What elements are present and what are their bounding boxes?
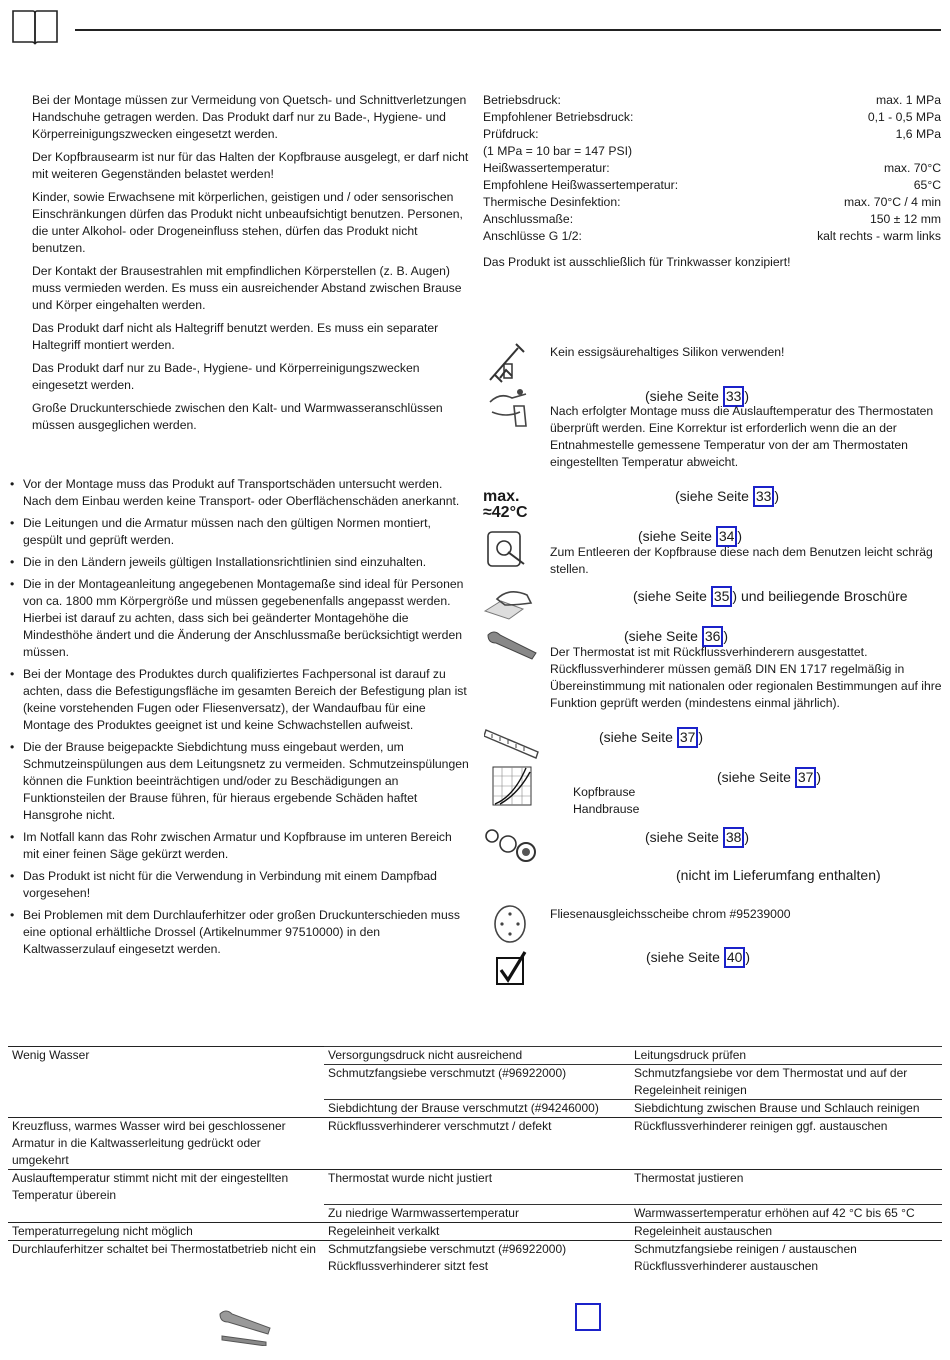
ref-prefix: (siehe Seite <box>646 949 724 965</box>
table-cell: Schmutzfangsiebe verschmutzt (#96922000) <box>328 1241 567 1256</box>
tools-icon <box>216 1306 274 1346</box>
list-item: • Vor der Montage muss das Produkt auf Transportschäden untersucht werden. Nach dem Einbau werden keine Transport- oder Oberflächenschäden anerkannt. <box>10 476 470 510</box>
spec-row <box>483 92 941 109</box>
spec-label: Empfohlener Betriebsdruck: <box>483 110 634 124</box>
table-cell: Wenig Wasser <box>12 1048 90 1062</box>
ref-prefix: (siehe Seite <box>645 388 723 404</box>
spec-row <box>483 228 941 245</box>
safety-note: Große Druckunterschiede zwischen den Kalt- und Warmwasseranschlüssen müssen ausgeglichen werden. <box>32 401 443 432</box>
spec-value: max. 1 MPa <box>875 93 941 107</box>
list-item: • Die in den Ländern jeweils gültigen Installationsrichtlinien sind einzuhalten. <box>10 554 470 571</box>
page-link[interactable]: 35 <box>711 586 733 607</box>
table-cell: Rückflussverhinderer sitzt fest <box>328 1258 489 1273</box>
safety-note: Das Produkt darf nur zu Bade-, Hygiene- und Körperreinigungszwecken eingesetzt werden. <box>32 361 420 392</box>
tile-disc-note: Fliesenausgleichsscheibe chrom #95239000 <box>550 907 791 921</box>
spec-value: 150 ± 12 mm <box>869 212 941 226</box>
thermostat-note: Nach erfolgter Montage muss die Auslauftemperatur des Thermostaten überprüft werden. Eine Korrektur ist erforderlich wenn die an der Entnahmestelle gemessene Temperatur von der am Thermostaten eingestellten Temperatur abweicht. <box>550 404 934 469</box>
spec-row <box>483 160 941 177</box>
safety-notes <box>32 92 472 440</box>
spare-parts-icon <box>484 826 540 864</box>
max-label: max. <box>483 488 520 505</box>
table-cell: Schmutzfangsiebe verschmutzt (#96922000) <box>324 1065 630 1100</box>
silicone-gun-icon <box>486 340 534 386</box>
spec-row <box>483 109 941 126</box>
spec-label: Anschlüsse G 1/2: <box>483 229 582 243</box>
ref-prefix: (siehe Seite <box>717 769 795 785</box>
backflow-note: Der Thermostat ist mit Rückflussverhinderern ausgestattet. Rückflussverhinderer müssen gemäß DIN EN 1717 regelmäßig in Übereinstimmung mit nationalen oder regionalen Bestimmungen auf ihre Funktion geprüft werden (mindestens einmal jährlich). <box>550 645 942 710</box>
safety-note: Bei der Montage müssen zur Vermeidung von Quetsch- und Schnittverletzungen Handschuhe getragen werden. Das Produkt darf nur zu Bade-, Hygiene- und Körperreinigungszwecken eingesetzt werden. <box>32 93 467 141</box>
ref-suffix: ) <box>744 829 750 845</box>
page-reference <box>645 827 749 848</box>
spec-note: Das Produkt ist ausschließlich für Trinkwasser konzipiert! <box>483 255 791 269</box>
table-cell: Rückflussverhinderer austauschen <box>634 1258 819 1273</box>
tile-disc-icon <box>492 904 528 944</box>
spec-value: kalt rechts - warm links <box>817 229 941 243</box>
ref-prefix: (siehe Seite <box>645 829 723 845</box>
page-link[interactable]: 36 <box>702 626 724 647</box>
kopfbrause-label: Kopfbrause <box>573 785 636 799</box>
temp-label: ≈42°C <box>483 504 528 521</box>
scale-ruler-icon <box>484 726 540 760</box>
list-item: • Das Produkt ist nicht für die Verwendung in Verbindung mit einem Dampfbad vorgesehen! <box>10 868 470 902</box>
cleaning-cloth-icon <box>483 585 535 621</box>
table-cell: Thermostat wurde nicht justiert <box>328 1171 493 1185</box>
spec-row <box>483 194 941 211</box>
page-reference <box>633 586 908 607</box>
ref-suffix: ) <box>698 729 704 745</box>
table-cell: Temperaturregelung nicht möglich <box>12 1223 193 1238</box>
table-cell: Versorgungsdruck nicht ausreichend <box>324 1047 630 1065</box>
page-link[interactable]: 37 <box>795 767 817 788</box>
not-included-note: (nicht im Lieferumfang enthalten) <box>676 867 881 883</box>
table-cell: Zu niedrige Warmwassertemperatur <box>324 1204 630 1222</box>
table-row <box>8 1258 942 1275</box>
wrench-icon <box>484 627 540 661</box>
ref-suffix: ) <box>745 949 751 965</box>
silicone-note: Kein essigsäurehaltiges Silikon verwenden! <box>550 345 785 359</box>
safety-note: Der Kontakt der Brausestrahlen mit empfindlichen Körperstellen (z. B. Augen) muss vermieden werden. Es muss ein ausreichender Abstand zwischen Brause und Körper eingehalten werden. <box>32 264 462 312</box>
spec-value: max. 70°C <box>883 161 941 175</box>
table-cell <box>8 1065 324 1100</box>
technical-data <box>483 92 941 271</box>
table-cell: Schmutzfangsiebe reinigen / austauschen <box>634 1241 857 1256</box>
flow-diagram-icon <box>492 766 532 806</box>
spec-value: max. 70°C / 4 min <box>844 195 941 209</box>
page-reference <box>646 947 750 968</box>
table-row <box>8 1170 942 1205</box>
installation-notes <box>10 476 470 963</box>
ref-prefix: (siehe Seite <box>624 628 702 644</box>
table-row <box>8 1204 942 1222</box>
table-cell: Schmutzfangsiebe vor dem Thermostat und auf der Regeleinheit reinigen <box>630 1065 942 1100</box>
table-cell: Siebdichtung der Brause verschmutzt (#94246000) <box>324 1100 630 1118</box>
spec-label: Betriebsdruck: <box>483 93 561 107</box>
hand-thermometer-icon <box>486 384 536 428</box>
table-cell <box>8 1204 324 1222</box>
page-link[interactable]: 34 <box>716 526 738 547</box>
ref-suffix: ) <box>744 388 750 404</box>
spec-row <box>483 126 941 143</box>
table-cell: Rückflussverhinderer verschmutzt / defekt <box>328 1119 552 1133</box>
page-link[interactable]: 37 <box>677 727 699 748</box>
spec-row <box>483 143 941 160</box>
page-link[interactable]: 40 <box>724 947 746 968</box>
page-link[interactable]: 38 <box>723 827 745 848</box>
spec-label: Anschlussmaße: <box>483 212 574 226</box>
manual-book-icon <box>11 8 59 46</box>
list-item: • Die Leitungen und die Armatur müssen nach den gültigen Normen montiert, gespült und geprüft werden. <box>10 515 470 549</box>
table-cell <box>8 1258 324 1275</box>
table-row <box>8 1222 942 1240</box>
spec-label: Thermische Desinfektion: <box>483 195 621 209</box>
safety-note: Der Kopfbrausearm ist nur für das Halten der Kopfbrause ausgelegt, er darf nicht mit weiteren Gegenständen belastet werden! <box>32 150 469 181</box>
table-row <box>8 1047 942 1065</box>
spec-row <box>483 211 941 228</box>
spec-value: 0,1 - 0,5 MPa <box>867 110 941 124</box>
troubleshooting-table <box>8 1046 942 1275</box>
shower-drain-icon <box>484 528 530 570</box>
spec-label: Prüfdruck: <box>483 127 539 141</box>
spec-label: (1 MPa = 10 bar = 147 PSI) <box>483 144 633 158</box>
page-number-box[interactable] <box>575 1303 601 1331</box>
safety-note: Das Produkt darf nicht als Haltegriff benutzt werden. Es muss ein separater Haltegriff montiert werden. <box>32 321 439 352</box>
table-cell: Durchlauferhitzer schaltet bei Thermostatbetrieb nicht ein <box>12 1241 316 1256</box>
ref-prefix: (siehe Seite <box>599 729 677 745</box>
spec-value: 1,6 MPa <box>895 127 941 141</box>
ref-suffix: ) und beiliegende Broschüre <box>732 588 908 604</box>
list-item: • Im Notfall kann das Rohr zwischen Armatur und Kopfbrause im unteren Bereich mit einer feinen Säge gekürzt werden. <box>10 829 470 863</box>
table-cell: Siebdichtung zwischen Brause und Schlauch reinigen <box>630 1100 942 1118</box>
ref-suffix: ) <box>737 528 743 544</box>
table-cell: Rückflussverhinderer reinigen ggf. austauschen <box>634 1119 888 1133</box>
table-cell: Regeleinheit austauschen <box>634 1223 773 1238</box>
drain-note: Zum Entleeren der Kopfbrause diese nach dem Benutzen leicht schräg stellen. <box>550 545 933 576</box>
page-reference <box>599 727 703 748</box>
table-cell <box>8 1100 324 1118</box>
table-row <box>8 1065 942 1100</box>
list-item: • Bei Problemen mit dem Durchlauferhitzer oder großen Druckunterschieden muss eine optional erhältliche Drossel (Artikelnummer 97510000) in den Kaltwasserzulauf eingesetzt werden. <box>10 907 470 958</box>
checkmark-icon <box>495 950 527 986</box>
ref-suffix: ) <box>816 769 822 785</box>
spec-label: Heißwassertemperatur: <box>483 161 610 175</box>
page-reference <box>675 486 779 507</box>
list-item: • Bei der Montage des Produktes durch qualifiziertes Fachpersonal ist darauf zu achten, dass die Befestigungsfläche im gesamten Bereich der Befestigung plan ist (keine vorstehenden Fugen oder Fliesenversatz), der Wandaufbau für eine Montage des Produktes geeignet ist und keine Schwachstellen aufweist. <box>10 666 470 734</box>
spec-label: Empfohlene Heißwassertemperatur: <box>483 178 679 192</box>
page-reference <box>717 767 821 788</box>
list-item: • Die der Brause beigepackte Siebdichtung muss eingebaut werden, um Schmutzeinspülungen aus dem Leitungsnetz zu vermeiden. Schmutzeinspülungen können die Funktion beeinträchtigen und/oder zu Beschädigungen an Funktionsteilen der Brause führen, für hieraus ergebende Schäden haftet Hansgrohe nicht. <box>10 739 470 824</box>
list-item: • Die in der Montageanleitung angegebenen Montagemaße sind ideal für Personen von ca. 1800 mm Körpergröße und müssen gegebenenfalls angepasst werden. Hierbei ist darauf zu achten, dass sich bei geänderter Montagehöhe die Mindesthöhe ändert und die Änderung der Anschlussmaße berücksichtigt werden müssen. <box>10 576 470 661</box>
ref-prefix: (siehe Seite <box>633 588 711 604</box>
spec-value: 65°C <box>913 178 941 192</box>
table-row <box>8 1118 942 1170</box>
page-link[interactable]: 33 <box>753 486 775 507</box>
table-row <box>8 1240 942 1258</box>
header-rule <box>75 29 941 31</box>
ref-suffix: ) <box>723 628 729 644</box>
table-cell: Warmwassertemperatur erhöhen auf 42 °C bis 65 °C <box>630 1204 942 1222</box>
table-cell: Kreuzfluss, warmes Wasser wird bei geschlossener Armatur in die Kaltwasserleitung gedrückt oder umgekehrt <box>12 1119 286 1167</box>
safety-note: Kinder, sowie Erwachsene mit körperlichen, geistigen und / oder sensorischen Einschränkungen dürfen das Produkt nicht unbeaufsichtigt benutzen. Personen, die unter Alkohol- oder Drogeneinfluss stehen, dürfen das Produkt nicht benutzen. <box>32 190 463 255</box>
page-link[interactable]: 33 <box>723 386 745 407</box>
table-row <box>8 1100 942 1118</box>
table-cell: Leitungsdruck prüfen <box>630 1047 942 1065</box>
ref-prefix: (siehe Seite <box>675 488 753 504</box>
table-cell: Auslauftemperatur stimmt nicht mit der eingestellten Temperatur überein <box>12 1171 289 1202</box>
spec-row <box>483 177 941 194</box>
ref-prefix: (siehe Seite <box>638 528 716 544</box>
handbrause-label: Handbrause <box>573 802 640 816</box>
table-cell: Regeleinheit verkalkt <box>328 1223 440 1238</box>
ref-suffix: ) <box>774 488 780 504</box>
table-cell: Thermostat justieren <box>634 1171 744 1185</box>
